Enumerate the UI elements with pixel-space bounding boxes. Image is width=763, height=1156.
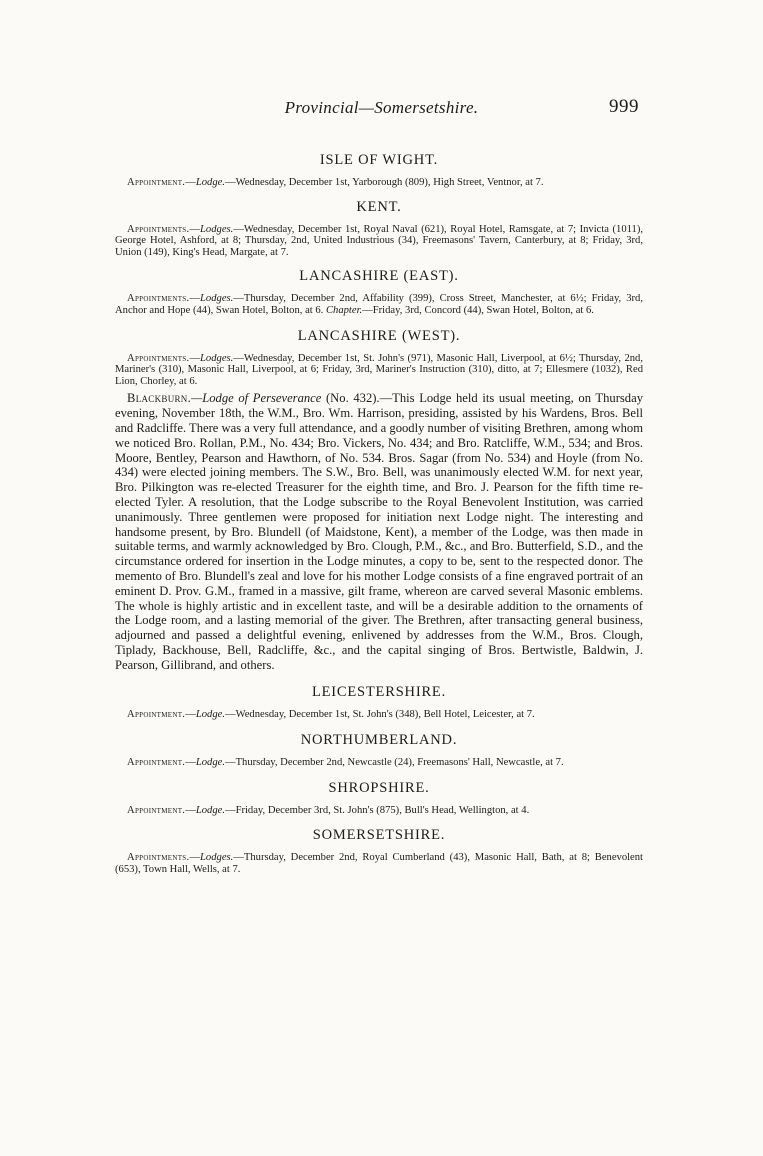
section-somersetshire (115, 827, 643, 875)
appointment-label: Appointment. (127, 757, 186, 769)
section-isle-of-wight (115, 152, 643, 189)
appointment-kind: Lodge. (195, 709, 225, 721)
appointment-paragraph: Appointments.—Lodges.—Wednesday, December 1st, Royal Naval (621), Royal Hotel, Ramsgate, at 7; Invicta (1011), George Hotel, Ashford, at 8; Thursday, 2nd, United Industrious (34), Freemasons' Tavern, Canterbury, at 8; Friday, 3rd, Union (149), King's Head, Margate, at 7. (115, 223, 643, 258)
appointment-label: Appointments. (127, 852, 190, 864)
appointment-label: Appointments. (127, 293, 190, 305)
appointment-paragraph: Appointments.—Lodges.—Thursday, December 2nd, Affability (399), Cross Street, Manchester, at 6½; Friday, 3rd, Anchor and Hope (44), Swan Hotel, Bolton, at 6. Chapter.—Friday, 3rd, Concord (44), Swan Hotel, Bolton, at 6. (115, 293, 643, 316)
appointment-kind: Lodges. (200, 352, 234, 364)
appointment-text: —Thursday, December 2nd, Newcastle (24), Freemasons' Hall, Newcastle, at 7. (224, 757, 564, 769)
appointment-text: —Thursday, December 2nd, Royal Cumberland (43), Masonic Hall, Bath, at 8; Benevolent (653), Town Hall, Wells, at 7. (115, 852, 643, 875)
appointment-label: Appointment. (127, 709, 186, 721)
appointment-label: Appointment. (127, 804, 186, 816)
section-leicestershire (115, 684, 643, 721)
section-shropshire (115, 780, 643, 817)
section-lancashire-west (115, 328, 643, 673)
appointment-kind: Lodges. (200, 852, 234, 864)
appointment-text: —Wednesday, December 1st, St. John's (971), Masonic Hall, Liverpool, at 6½; Thursday, 2nd, Mariner's (310), Masonic Hall, Liverpool, at 6; Friday, 3rd, Mariner's Instruction (310), ditto, at 7; Ellesmere (1032), Red Lion, Chorley, at 6. (115, 352, 643, 387)
appointment-kind: Lodge. (195, 177, 225, 188)
section-heading: SOMERSETSHIRE. (312, 827, 446, 844)
appointment-kind: Lodges. (200, 293, 234, 305)
section-heading: ISLE OF WIGHT. (319, 152, 439, 168)
page-body (115, 152, 643, 875)
running-title: Provincial—Somersetshire. (284, 98, 479, 117)
section-heading: LANCASHIRE (EAST). (299, 268, 459, 285)
chapter-text: —Friday, 3rd, Concord (44), Swan Hotel, Bolton, at 6. (362, 304, 594, 316)
appointment-text: —Wednesday, December 1st, Royal Naval (621), Royal Hotel, Ramsgate, at 7; Invicta (1011), George Hotel, Ashford, at 8; Thursday, 2nd, United Industrious (34), Freemasons' Tavern, Canterbury, at 8; Friday, 3rd, Union (149), King's Head, Margate, at 7. (115, 223, 643, 258)
appointment-label: Appointments. (127, 223, 190, 235)
appointment-text: —Friday, December 3rd, St. John's (875), Bull's Head, Wellington, at 4. (224, 804, 530, 816)
chapter-kind: Chapter. (325, 304, 363, 316)
appointment-text: —Thursday, December 2nd, Affability (399), Cross Street, Manchester, at 6½; Friday, 3rd, Anchor and Hope (44), Swan Hotel, Bolton, at 6. (115, 293, 643, 316)
report-lodge-name: —Lodge of Perseverance (191, 391, 322, 406)
section-heading: KENT. (356, 198, 402, 215)
section-heading: SHROPSHIRE. (328, 779, 430, 796)
appointment-paragraph: Appointment.—Lodge.—Wednesday, December 1st, Yarborough (809), High Street, Ventnor, at 7. (127, 177, 544, 188)
appointment-paragraph: Appointments.—Lodges.—Wednesday, December 1st, St. John's (971), Masonic Hall, Liverpool, at 6½; Thursday, 2nd, Mariner's (310), Masonic Hall, Liverpool, at 6; Friday, 3rd, Mariner's Instruction (310), ditto, at 7; Ellesmere (1032), Red Lion, Chorley, at 6. (115, 352, 643, 387)
appointment-kind: Lodge. (195, 757, 225, 769)
section-northumberland (115, 732, 643, 769)
section-lancashire-east (115, 268, 643, 316)
appointment-kind: Lodges. (200, 223, 234, 235)
appointment-paragraph: Appointments.—Lodges.—Thursday, December 2nd, Royal Cumberland (43), Masonic Hall, Bath, at 8; Benevolent (653), Town Hall, Wells, at 7. (115, 852, 643, 875)
appointment-label: Appointment. (127, 177, 186, 188)
appointment-text: —Wednesday, December 1st, St. John's (348), Bell Hotel, Leicester, at 7. (224, 709, 535, 721)
appointment-paragraph: Appointment.—Lodge.—Friday, December 3rd, St. John's (875), Bull's Head, Wellington, at 4. (127, 804, 530, 816)
section-heading: LANCASHIRE (WEST). (297, 327, 461, 344)
lodge-report (115, 391, 643, 672)
section-heading: NORTHUMBERLAND. (300, 732, 458, 749)
appointment-kind: Lodge. (195, 804, 225, 816)
section-kent (115, 199, 643, 259)
page-number: 999 (609, 96, 639, 117)
report-place: Blackburn. (127, 391, 192, 406)
appointment-paragraph: Appointment.—Lodge.—Wednesday, December 1st, St. John's (348), Bell Hotel, Leicester, at 7. (127, 709, 535, 721)
appointment-label: Appointments. (127, 352, 190, 364)
appointment-paragraph: Appointment.—Lodge.—Thursday, December 2nd, Newcastle (24), Freemasons' Hall, Newcastle, at 7. (127, 757, 564, 769)
section-heading: LEICESTERSHIRE. (311, 684, 447, 701)
report-text: (No. 432).—This Lodge held its usual meeting, on Thursday evening, November 18th, the W.M., Bro. Wm. Harrison, presiding, assisted by his Wardens, Bros. Bell and Radcliffe. There was a very full attendance, and a goodly number of visiting Brethren, among whom we noticed Bro. Rollan, P.M., No. 434; Bro. Vickers, No. 434; and Bro. Ratcliffe, W.M., 534; and Bros. Moore, Bentley, Pearson and Hawthorn, of No. 534. Bros. Sagar (from No. 534) and Hoyle (from No. 434) were elected joining members. The S.W., Bro. Bell, was unanimously elected W.M. for next year, Bro. Pilkington was re-elected Treasurer for the eighth time, and Bro. J. Pearson for the fifth time re-elected Tyler. A resolution, that the Lodge subscribe to the Royal Benevolent Institution, was carried unanimously. Three gentlemen were proposed for initiation next Lodge night. The interesting and handsome present, by Bro. Blundell (of Maidstone, Kent), a member of the Lodge, was then made in suitable terms, and warmly acknowledged by Bro. Clough, P.M., &c., and Bro. Butterfield, S.D., and the circumstance ordered for insertion in the Lodge minutes, a copy to be, sent to the respected donor. The memento of Bro. Blundell's zeal and love for his mother Lodge consists of a fine engraved portrait of an eminent D. Prov. G.M., framed in a massive, gilt frame, whereon are carved several Masonic emblems. The whole is highly artistic and in excellent taste, and will be a desirable addition to the ornaments of the Lodge room, and a lasting memorial of the giver. The Brethren, after transacting general business, adjourned and passed a delightful evening, enlivened by addresses from the W.M., Bros. Clough, Tiplady, Backhouse, Bell, Radcliffe, &c., and the capital singing of Bros. Bertwistle, Baldwin, J. Pearson, Gillibrand, and others. (115, 391, 643, 672)
appointment-text: —Wednesday, December 1st, Yarborough (809), High Street, Ventnor, at 7. (224, 177, 544, 188)
